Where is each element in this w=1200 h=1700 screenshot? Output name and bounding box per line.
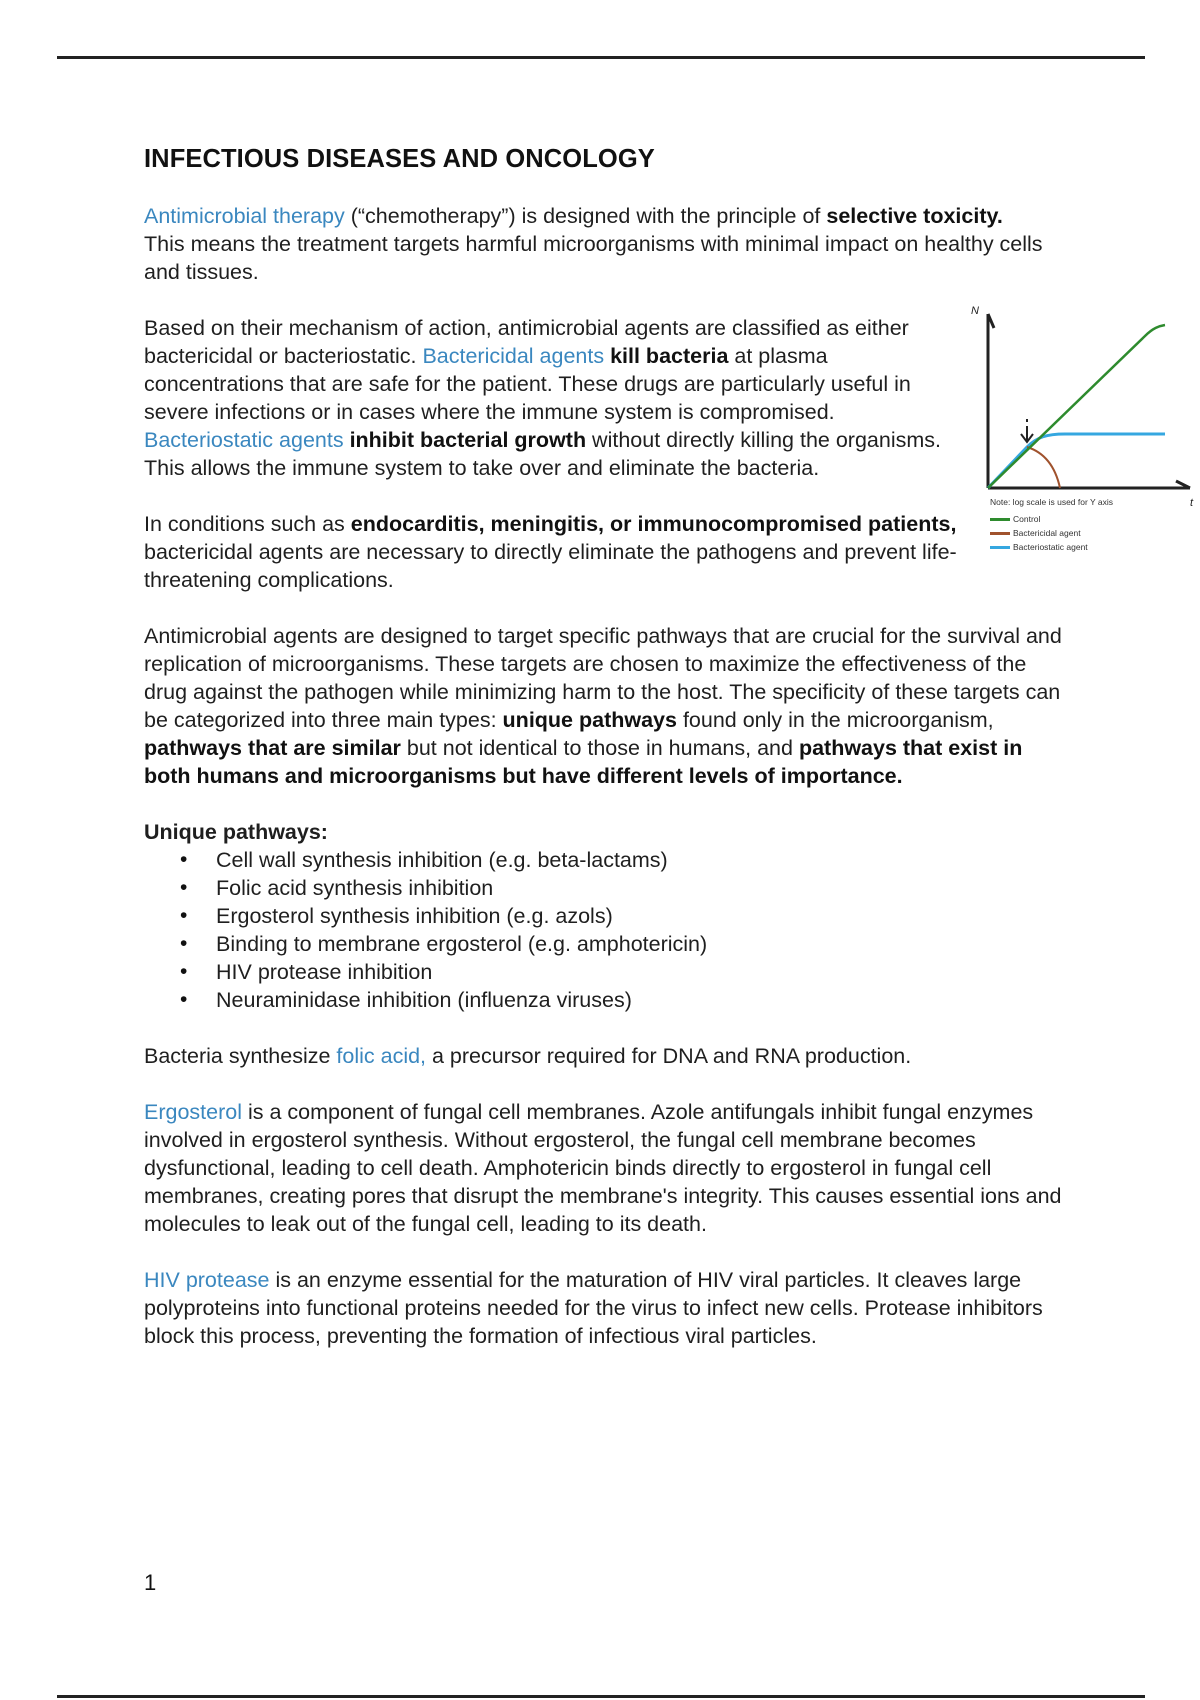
bactericidal-curve — [1027, 447, 1060, 488]
link-folic-acid[interactable]: folic acid, — [336, 1044, 427, 1068]
link-hiv-protease[interactable]: HIV protease — [144, 1268, 270, 1292]
list-item: • HIV protease inhibition — [144, 958, 1084, 986]
legend-swatch — [990, 518, 1010, 521]
paragraph-target-pathways: Antimicrobial agents are designed to target specific pathways that are crucial for the survival and replication of microorganisms. These targets are chosen to maximize the effectiveness of the drug against the pathogen while minimizing harm to the host. The specificity of these targets can be categorized into three main types: unique pathways found only in the microorganism, pathways that are similar but not identical to those in humans, and pathways that exist in both humans and microorganisms but have different levels of importance. — [144, 624, 1062, 788]
list-item: • Folic acid synthesis inhibition — [144, 874, 1084, 902]
paragraph-selective-toxicity: Antimicrobial therapy (“chemotherapy”) is designed with the principle of selective toxicity. This means the treatment targets harmful microorganisms with minimal impact on healthy cells and tissues. — [144, 204, 1043, 284]
paragraph-classification: Based on their mechanism of action, antimicrobial agents are classified as either bactericidal or bacteriostatic. Bactericidal agents kill bacteria at plasma concentrations that are safe for the patient. These drugs are particularly useful in severe infections or in cases where the immune system is compromised. Bacteriostatic agents inhibit bacterial growth without directly killing the organisms. This allows the immune system to take over and eliminate the bacteria. — [144, 316, 941, 480]
link-bacteriostatic-agents[interactable]: Bacteriostatic agents — [144, 428, 344, 452]
footer-rule — [57, 1695, 1145, 1698]
paragraph-folic-acid: Bacteria synthesize folic acid, a precursor required for DNA and RNA production. — [144, 1044, 912, 1068]
list-item: • Cell wall synthesis inhibition (e.g. beta-lactams) — [144, 846, 1084, 874]
link-bactericidal-agents[interactable]: Bactericidal agents — [422, 344, 605, 368]
figure-note: Note: log scale is used for Y axis — [990, 497, 1114, 507]
growth-curve-figure — [965, 300, 1200, 565]
legend-swatch — [990, 532, 1010, 535]
link-ergosterol[interactable]: Ergosterol — [144, 1100, 242, 1124]
legend-item-bactericidal: Bactericidal agent — [990, 526, 1088, 540]
link-antimicrobial-therapy[interactable]: Antimicrobial therapy — [144, 204, 345, 228]
paragraph-ergosterol: Ergosterol is a component of fungal cell membranes. Azole antifungals inhibit fungal enzymes involved in ergosterol synthesis. Without ergosterol, the fungal cell membrane becomes dysfunctional, leading to cell death. Amphotericin binds directly to ergosterol in fungal cell membranes, creating pores that disrupt the membrane's integrity. This causes essential ions and molecules to leak out of the fungal cell, leading to its death. — [144, 1100, 1062, 1236]
control-curve — [988, 325, 1165, 488]
list-item: • Ergosterol synthesis inhibition (e.g. azols) — [144, 902, 1084, 930]
page-number: 1 — [144, 1570, 157, 1595]
legend-swatch — [990, 546, 1010, 549]
page-title: INFECTIOUS DISEASES AND ONCOLOGY — [144, 145, 655, 173]
down-arrow-icon — [1021, 419, 1033, 442]
paragraph-hiv-protease: HIV protease is an enzyme essential for the maturation of HIV viral particles. It cleaves large polyproteins into functional proteins needed for the virus to infect new cells. Protease inhibitors block this process, preventing the formation of infectious viral particles. — [144, 1268, 1043, 1348]
paragraph-conditions: In conditions such as endocarditis, meningitis, or immunocompromised patients, bactericidal agents are necessary to directly eliminate the pathogens and prevent life-threatening complications. — [144, 512, 957, 592]
page-body — [144, 142, 1084, 1350]
legend-item-bacteriostatic: Bacteriostatic agent — [990, 540, 1088, 554]
legend-item-control: Control — [990, 512, 1088, 526]
list-item: • Neuraminidase inhibition (influenza viruses) — [144, 986, 1084, 1014]
list-item: • Binding to membrane ergosterol (e.g. amphotericin) — [144, 930, 1084, 958]
header-rule — [57, 56, 1145, 59]
section-label-unique-pathways: Unique pathways: — [144, 820, 328, 844]
y-axis-label: N — [971, 305, 979, 317]
x-axis-label: t — [1190, 497, 1194, 509]
unique-pathways-list — [144, 846, 1084, 1014]
figure-legend — [990, 512, 1088, 554]
